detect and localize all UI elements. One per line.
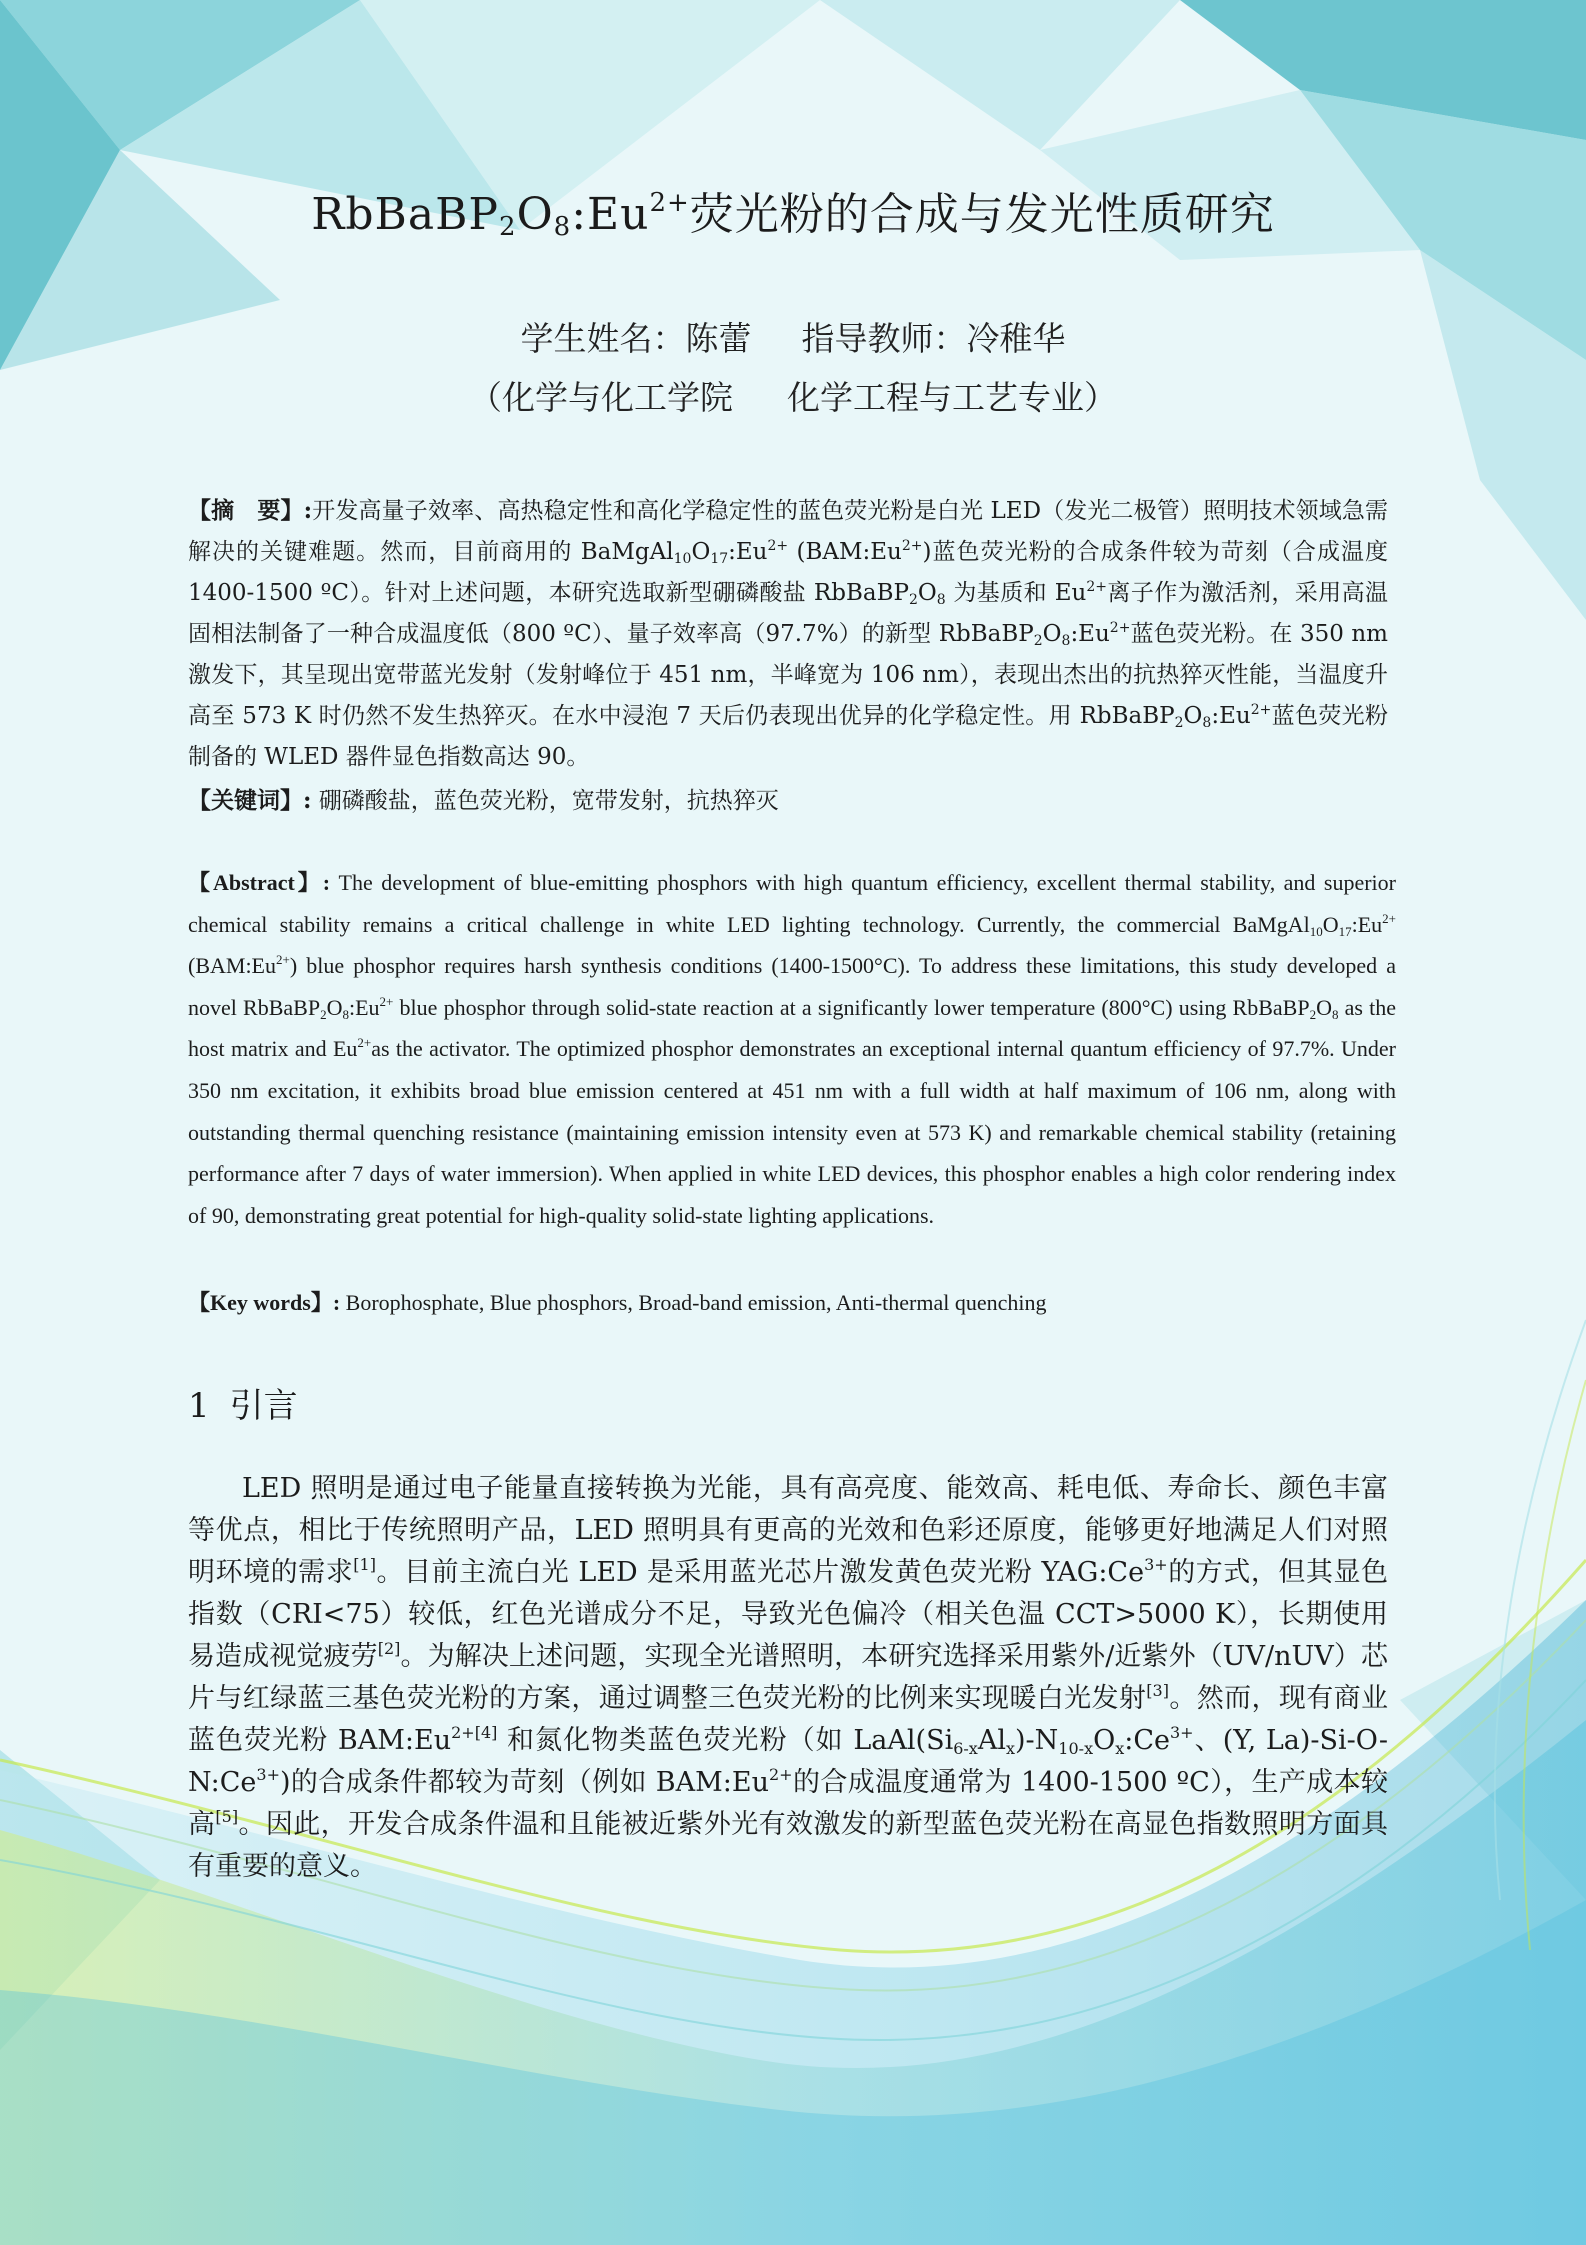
intro-text: 。为解决上述问题，实现全光谱照明，本研究选择采用紫外/近紫外（UV/nUV）芯片与红绿蓝三基色荧光粉的方案，通过调整三色荧光粉的比例来实现暖白光发射 [188,1641,1389,1714]
intro-sup: 2+ [769,1765,793,1784]
abstract-cn-sub: 8 [1061,633,1071,649]
abstract-en-sup: 2+ [379,993,394,1009]
citation-ref: [2] [377,1639,401,1658]
intro-text: 的方式，但其显色指数（CRI<75）较低，红色光谱成分不足，导致光色偏冷（相关色温 CCT>5000 K），长期使用易造成视觉疲劳 [188,1557,1389,1672]
abstract-en-sub: 8 [1331,1006,1339,1022]
title-formula-eu: :Eu [571,189,650,240]
abstract-en-sub: 2 [320,1006,327,1022]
title-cn: 荧光粉的合成与发光性质研究 [689,189,1275,240]
intro-sup: 3+ [1170,1723,1194,1742]
section-number: 1 [188,1386,210,1426]
citation-ref: [3] [1146,1681,1169,1700]
abstract-cn-sup: 2+ [901,538,923,554]
abstract-cn-text: 为基质和 Eu [945,580,1087,606]
abstract-cn-text: O [917,580,937,606]
intro-text: :Ce [1124,1725,1170,1756]
abstract-en-text: blue phosphor through solid-state reaction at a significantly lower temperature (800°C) using RbBaBP [393,994,1310,1020]
intro-text: Al [977,1725,1006,1756]
affil-major: 化学工程与工艺专业 [787,378,1084,417]
intro-paragraph [188,1468,1388,1888]
abstract-cn-sub: 2 [1033,633,1043,649]
abstract-cn-text: 蓝色荧光粉制备的 WLED 器件显色指数高达 90。 [188,703,1388,770]
abstract-cn [188,490,1388,778]
intro-text: )-N [1015,1725,1059,1756]
section-title: 引言 [229,1386,298,1426]
citation-ref: [5] [215,1807,239,1826]
abstract-cn-text: :Eu [1211,703,1251,729]
keywords-cn-label: 【关键词】: [188,787,312,814]
keywords-cn [188,784,1388,818]
abstract-cn-label: 【摘 要】: [188,497,313,524]
abstract-en-label: 【Abstract】: [188,870,331,895]
title-sub-2: 2 [499,212,517,242]
keywords-en-text: Borophosphate, Blue phosphors, Broad-band emission, Anti-thermal quenching [340,1290,1047,1315]
abstract-cn-text: )蓝色荧光粉的合成条件较为苛刻（合成温度 1400-1500 ºC）。针对上述问题，本研究选取新型硼磷酸盐 RbBaBP [188,539,1388,606]
intro-sub: 10-x [1058,1739,1094,1758]
abstract-en-sub: 8 [342,1006,349,1022]
abstract-cn-text: 离子作为激活剂，采用高温固相法制备了一种合成温度低（800 ºC）、量子效率高（97.7%）的新型 RbBaBP [188,580,1388,647]
title-formula-rbbabp: RbBaBP [311,189,500,240]
abstract-en-text: O [1322,911,1339,937]
abstract-en-sup: 2+ [276,952,290,968]
abstract-en-sub: 2 [1309,1006,1317,1022]
abstract-en-text: O [326,994,343,1020]
author-line [0,313,1586,360]
keywords-cn-text: 硼磷酸盐，蓝色荧光粉，宽带发射，抗热猝灭 [311,788,779,814]
abstract-cn-text: O [1183,703,1203,729]
affil-close: ） [1084,378,1117,417]
affil-open: （ [469,378,502,417]
abstract-en-text: as the activator. The optimized phosphor demonstrates an exceptional internal quantum efficiency of 97.7%. Under 350 nm excitation, it exhibits broad blue emission centered at 451 nm with a full width at half maximum of 106 nm, along with outstanding thermal quenching resistance (maintaining emission intensity even at 573 K) and remarkable chemical stability (retaining performance after 7 days of water immersion). When applied in white LED devices, this phosphor enables a high color rendering index of 90, demonstrating great potential for high-quality solid-state lighting applications. [188,1036,1396,1228]
abstract-en-text: :Eu [348,994,380,1020]
abstract-cn-sub: 2 [1174,715,1184,731]
abstract-en-text: ) blue phosphor requires harsh synthesis conditions (1400-1500°C). To address these limitations, this study developed a novel RbBaBP [188,953,1396,1020]
intro-sup: 2+ [451,1723,475,1742]
affil-college: 化学与化工学院 [502,378,733,417]
citation-ref: [1] [353,1555,376,1574]
intro-sup: 3+ [1144,1555,1168,1574]
abstract-en-text: The development of blue-emitting phosphors with high quantum efficiency, excellent thermal stability, and superior chemical stability remains a critical challenge in white LED lighting technology. Currently, the commercial BaMgAl [188,870,1396,937]
abstract-en-sub: 17 [1338,923,1352,939]
abstract-en-text: (BAM:Eu [188,953,276,979]
advisor-name: 冷稚华 [966,319,1066,358]
student-label: 学生姓名： [520,319,686,358]
intro-text: 。然而，现有商业蓝色荧光粉 BAM:Eu [188,1683,1389,1756]
abstract-cn-text: 开发高量子效率、高热稳定性和高化学稳定性的蓝色荧光粉是白光 LED（发光二极管）照明技术领域急需解决的关键难题。然而，目前商用的 BaMgAl [188,498,1388,565]
intro-text: LED 照明是通过电子能量直接转换为光能，具有高亮度、能效高、耗电低、寿命长、颜色丰富等优点，相比于传统照明产品，LED 照明具有更高的光效和色彩还原度，能够更好地满足人们对照明环境的需求 [188,1473,1388,1588]
abstract-en-text: :Eu [1351,911,1383,937]
abstract-cn-sub: 2 [908,592,918,608]
intro-sup: 3+ [256,1765,280,1784]
intro-sub: x [1005,1739,1015,1758]
paper-title [0,178,1586,242]
keywords-en-label: 【Key words】: [188,1290,341,1315]
abstract-cn-text: O [691,539,711,565]
intro-text: 。目前主流白光 LED 是采用蓝光芯片激发黄色荧光粉 YAG:Ce [375,1557,1145,1588]
abstract-en [188,862,1396,1236]
abstract-cn-sup: 2+ [1109,620,1131,636]
abstract-cn-text: 蓝色荧光粉。在 350 nm 激发下，其呈现出宽带蓝光发射（发射峰位于 451 nm，半峰宽为 106 nm），表现出杰出的抗热猝灭性能，当温度升高至 573 K 时仍然不发生热猝灭。在水中浸泡 7 天后仍表现出优异的化学稳定性。用 RbBaBP [188,621,1388,729]
abstract-en-text: O [1316,994,1332,1020]
abstract-cn-sup: 2+ [1250,702,1272,718]
abstract-cn-sub: 8 [1202,715,1212,731]
student-name: 陈蕾 [685,319,752,358]
abstract-en-text: as the host matrix and Eu [188,994,1397,1062]
abstract-en-sup: 2+ [1382,910,1396,926]
title-sup-charge: 2+ [649,188,690,218]
advisor-label: 指导教师： [801,319,967,358]
abstract-cn-sup: 2+ [767,538,789,554]
abstract-cn-sub: 10 [673,551,692,567]
abstract-cn-text: O [1042,621,1062,647]
intro-sub: 6-x [953,1739,978,1758]
intro-text: 的合成温度通常为 1400-1500 ºC），生产成本较高 [188,1767,1388,1840]
affiliation-line [0,372,1586,419]
abstract-en-sup: 2+ [357,1035,372,1051]
abstract-cn-text: :Eu [728,539,768,565]
intro-sub: x [1115,1739,1125,1758]
abstract-en-sub: 10 [1309,923,1323,939]
abstract-cn-sub: 8 [936,592,946,608]
intro-text: O [1093,1725,1116,1756]
intro-text: 。因此，开发合成条件温和且能被近紫外光有效激发的新型蓝色荧光粉在高显色指数照明方面具有重要的意义。 [188,1809,1389,1882]
intro-text: )的合成条件都较为苛刻（例如 BAM:Eu [280,1767,769,1798]
title-formula-o: O [516,189,554,240]
abstract-cn-sup: 2+ [1086,579,1108,595]
citation-ref: [4] [474,1723,498,1742]
title-sub-8: 8 [553,212,572,242]
abstract-cn-text: (BAM:Eu [788,539,902,565]
intro-text: 和氮化物类蓝色荧光粉（如 LaAl(Si [497,1725,954,1756]
abstract-cn-text: :Eu [1070,621,1110,647]
section-heading [188,1378,298,1427]
abstract-cn-sub: 17 [710,551,729,567]
keywords-en [188,1287,1388,1319]
intro-text: 、(Y, La)-Si-O-N:Ce [188,1725,1388,1798]
